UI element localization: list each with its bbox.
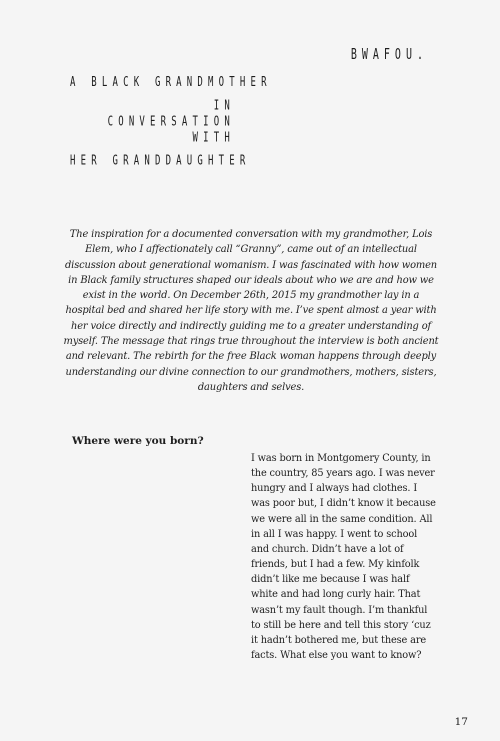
brand-name: BWAFOU. xyxy=(350,47,428,64)
title-line-4: WITH xyxy=(192,131,235,146)
intro-paragraph: The inspiration for a documented conversation with my grandmother, Lois Elem, who I affectionately call “Granny”, came out of an intellectual discussion about generational womanism. I was fascinated with how women in Black family structures shaped our ideals about who we are and how we exist in the world. On December 26th, 2015 my grandmother lay in a hospital bed and shared her life story with me. I’ve spent almost a year with her voice directly and indirectly guiding me to a greater understanding of myself. The message that rings true throughout the interview is both ancient and relevant. The rebirth for the free Black woman happens through deeply understanding our divine connection to our grandmothers, mothers, sisters, daughters and selves. xyxy=(63,229,439,393)
page-number: 17 xyxy=(454,716,468,728)
interview-answer: I was born in Montgomery County, in the country, 85 years ago. I was never hungry and I always had clothes. I was poor but, I didn’t know it because we were all in the same condition. All in all I was happy. I went to school and church. Didn’t have a lot of friends, but I had a few. My kinfolk didn’t like me because I was half white and had long curly hair. That wasn’t my fault though. I’m thankful to still be here and tell this story ‘cuz it hadn’t bothered me, but these are facts. What else you want to know? xyxy=(251,453,436,662)
title-line-2: IN xyxy=(213,99,235,114)
interview-question: Where were you born? xyxy=(72,435,204,447)
article-title xyxy=(70,76,272,170)
title-line-1: A BLACK GRANDMOTHER xyxy=(70,76,272,91)
title-line-5: HER GRANDDAUGHTER xyxy=(70,154,251,169)
title-line-3: CONVERSATION xyxy=(107,115,235,130)
